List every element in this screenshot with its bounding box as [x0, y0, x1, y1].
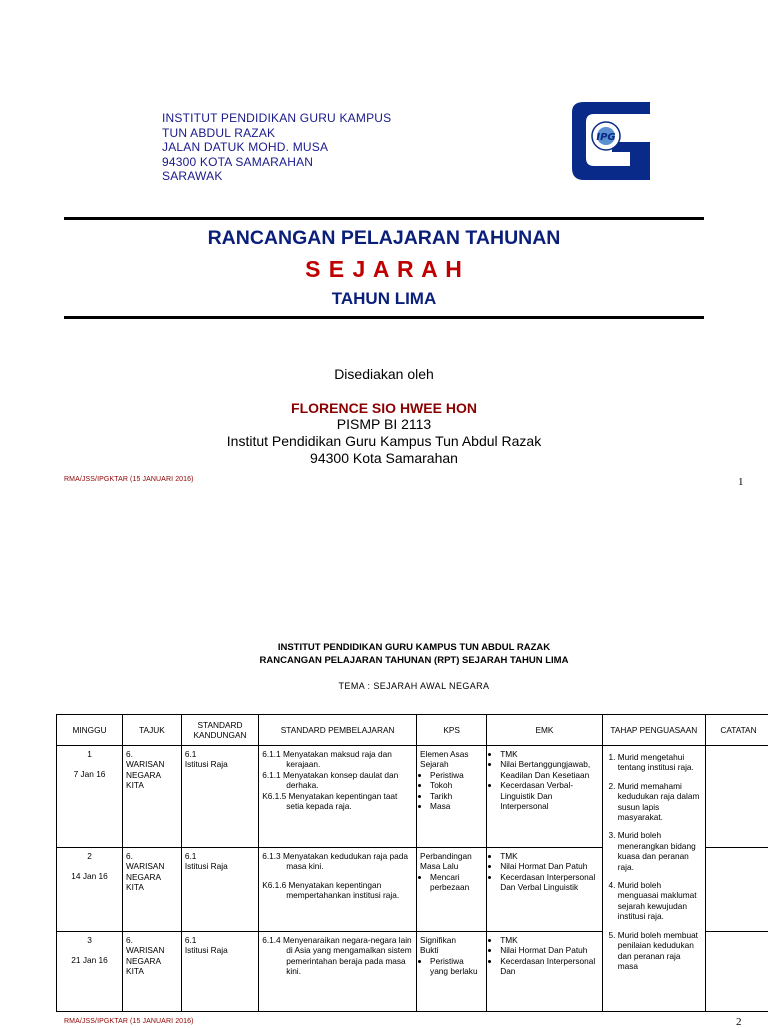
- week-cell: [57, 746, 123, 848]
- kps-heading: Signifikan: [420, 935, 483, 945]
- institution-line: TUN ABDUL RAZAK: [162, 126, 391, 141]
- page-number: 1: [738, 476, 744, 488]
- table-header-row: [57, 715, 768, 746]
- column-header: TAJUK: [123, 715, 182, 746]
- emk-item: • Nilai Bertanggungjawab, Keadilan Dan Kesetiaan: [500, 759, 599, 780]
- tajuk-cell: [123, 932, 182, 1012]
- author-name: FLORENCE SIO HWEE HON: [64, 400, 704, 416]
- sp-item: 6.1.3 Menyatakan kedudukan raja pada masa kini.: [262, 851, 413, 872]
- footer-reference-2: RMA/JSS/IPGKTAR (15 JANUARI 2016): [64, 1018, 194, 1025]
- catatan-cell: [705, 932, 768, 1012]
- document-title: RANCANGAN PELAJARAN TAHUNAN: [64, 227, 704, 250]
- program-code: PISMP BI 2113: [64, 416, 704, 432]
- kps-item: • Peristiwa: [430, 770, 483, 780]
- tajuk-line: 6.: [126, 749, 178, 759]
- tajuk-line: KITA: [126, 780, 178, 790]
- prepared-by-label: Disediakan oleh: [64, 366, 704, 382]
- kps-cell: [417, 932, 487, 1012]
- kps-cell: [417, 746, 487, 848]
- kps-heading: Perbandingan: [420, 851, 483, 861]
- sk-line: 6.1: [185, 749, 255, 759]
- tajuk-cell: [123, 746, 182, 848]
- tahap-item: 4. Murid boleh menguasai maklumat sejarah kewujudan institusi raja.: [618, 880, 702, 922]
- week-number: 2: [60, 851, 119, 861]
- tajuk-line: NEGARA: [126, 872, 178, 882]
- tema-label: TEMA : SEJARAH AWAL NEGARA: [56, 681, 768, 691]
- week-number: 1: [60, 749, 119, 759]
- emk-cell: [487, 746, 603, 848]
- kps-item: • Mencari perbezaan: [430, 872, 483, 893]
- sk-line: 6.1: [185, 851, 255, 861]
- rpt-heading-1: INSTITUT PENDIDIKAN GURU KAMPUS TUN ABDUL RAZAK: [56, 642, 768, 653]
- sk-line: Istitusi Raja: [185, 759, 255, 769]
- kps-heading: Masa Lalu: [420, 861, 483, 871]
- emk-item: • TMK: [500, 935, 599, 945]
- institution-line: 94300 KOTA SAMARAHAN: [162, 155, 391, 170]
- rpt-table: [56, 714, 768, 1012]
- institution-address: [162, 111, 391, 184]
- column-header: CATATAN: [705, 715, 768, 746]
- emk-item: • Kecerdasan Interpersonal Dan Verbal Linguistik: [500, 872, 599, 893]
- sp-item: K6.1.5 Menyatakan kepentingan taat setia kepada raja.: [262, 791, 413, 812]
- sk-cell: [181, 746, 258, 848]
- sp-cell: [259, 848, 417, 932]
- week-date: 14 Jan 16: [60, 871, 119, 881]
- week-number: 3: [60, 935, 119, 945]
- footer-reference: RMA/JSS/IPGKTAR (15 JANUARI 2016): [64, 476, 194, 483]
- sp-item: 6.1.4 Menyenaraikan negara-negara lain di Asia yang mengamalkan sistem pemerintahan beraja pada masa kini.: [262, 935, 413, 977]
- sk-cell: [181, 848, 258, 932]
- institution-line: SARAWAK: [162, 169, 391, 184]
- sk-line: Istitusi Raja: [185, 861, 255, 871]
- logo-text: IPG: [596, 132, 615, 143]
- sp-item: 6.1.1 Menyatakan maksud raja dan kerajaan.: [262, 749, 413, 770]
- emk-item: • Kecerdasan Interpersonal Dan: [500, 956, 599, 977]
- column-header: KPS: [417, 715, 487, 746]
- column-header: STANDARD PEMBELAJARAN: [259, 715, 417, 746]
- tajuk-line: KITA: [126, 966, 178, 976]
- page-number-2: 2: [736, 1016, 742, 1028]
- tajuk-line: WARISAN: [126, 759, 178, 769]
- kps-item: • Masa: [430, 801, 483, 811]
- tahap-item: 1. Murid mengetahui tentang institusi raja.: [618, 752, 702, 773]
- kps-heading: Bukti: [420, 945, 483, 955]
- sk-line: Istitusi Raja: [185, 945, 255, 955]
- kps-item: • Tarikh: [430, 791, 483, 801]
- tajuk-line: NEGARA: [126, 956, 178, 966]
- institute-address: 94300 Kota Samarahan: [64, 450, 704, 466]
- rpt-heading-2: RANCANGAN PELAJARAN TAHUNAN (RPT) SEJARAH TAHUN LIMA: [56, 655, 768, 666]
- kps-item: • Tokoh: [430, 780, 483, 790]
- emk-item: • TMK: [500, 749, 599, 759]
- sk-line: 6.1: [185, 935, 255, 945]
- emk-item: • TMK: [500, 851, 599, 861]
- tajuk-line: KITA: [126, 882, 178, 892]
- catatan-cell: [705, 746, 768, 848]
- sp-cell: [259, 746, 417, 848]
- tajuk-line: WARISAN: [126, 861, 178, 871]
- emk-item: • Nilai Hormat Dan Patuh: [500, 945, 599, 955]
- institution-line: INSTITUT PENDIDIKAN GURU KAMPUS: [162, 111, 391, 126]
- emk-cell: [487, 848, 603, 932]
- tahap-cell: [602, 746, 705, 1012]
- kps-heading: Elemen Asas: [420, 749, 483, 759]
- column-header: MINGGU: [57, 715, 123, 746]
- week-cell: [57, 932, 123, 1012]
- tahap-item: 2. Murid memahami kedudukan raja dalam susun lapis masyarakat.: [618, 781, 702, 823]
- sp-item: 6.1.1 Menyatakan konsep daulat dan derhaka.: [262, 770, 413, 791]
- week-cell: [57, 848, 123, 932]
- table-row: [57, 746, 768, 848]
- tajuk-line: 6.: [126, 935, 178, 945]
- tajuk-line: WARISAN: [126, 945, 178, 955]
- kps-cell: [417, 848, 487, 932]
- tahap-item: 5. Murid boleh membuat penilaian kedudukan dan peranan raja masa: [618, 930, 702, 972]
- emk-item: • Nilai Hormat Dan Patuh: [500, 861, 599, 871]
- emk-item: • Kecerdasan Verbal-Linguistik Dan Interpersonal: [500, 780, 599, 811]
- kps-item: • Peristiwa yang berlaku: [430, 956, 483, 977]
- divider-bottom: [64, 316, 704, 319]
- year-title: TAHUN LIMA: [64, 289, 704, 309]
- tajuk-line: NEGARA: [126, 770, 178, 780]
- kps-heading: Sejarah: [420, 759, 483, 769]
- sp-cell: [259, 932, 417, 1012]
- sp-item: K6.1.6 Menyatakan kepentingan mempertahankan institusi raja.: [262, 880, 413, 901]
- tajuk-line: 6.: [126, 851, 178, 861]
- column-header: TAHAP PENGUASAAN: [602, 715, 705, 746]
- catatan-cell: [705, 848, 768, 932]
- institution-line: JALAN DATUK MOHD. MUSA: [162, 140, 391, 155]
- column-header: STANDARD KANDUNGAN: [181, 715, 258, 746]
- institute-name: Institut Pendidikan Guru Kampus Tun Abdul Razak: [64, 433, 704, 449]
- tajuk-cell: [123, 848, 182, 932]
- emk-cell: [487, 932, 603, 1012]
- sk-cell: [181, 932, 258, 1012]
- divider-top: [64, 217, 704, 220]
- column-header: EMK: [487, 715, 603, 746]
- ipg-logo: [572, 98, 652, 182]
- week-date: 7 Jan 16: [60, 769, 119, 779]
- tahap-item: 3. Murid boleh menerangkan bidang kuasa dan peranan raja.: [618, 830, 702, 872]
- subject-title: S E J A R A H: [64, 256, 704, 283]
- week-date: 21 Jan 16: [60, 955, 119, 965]
